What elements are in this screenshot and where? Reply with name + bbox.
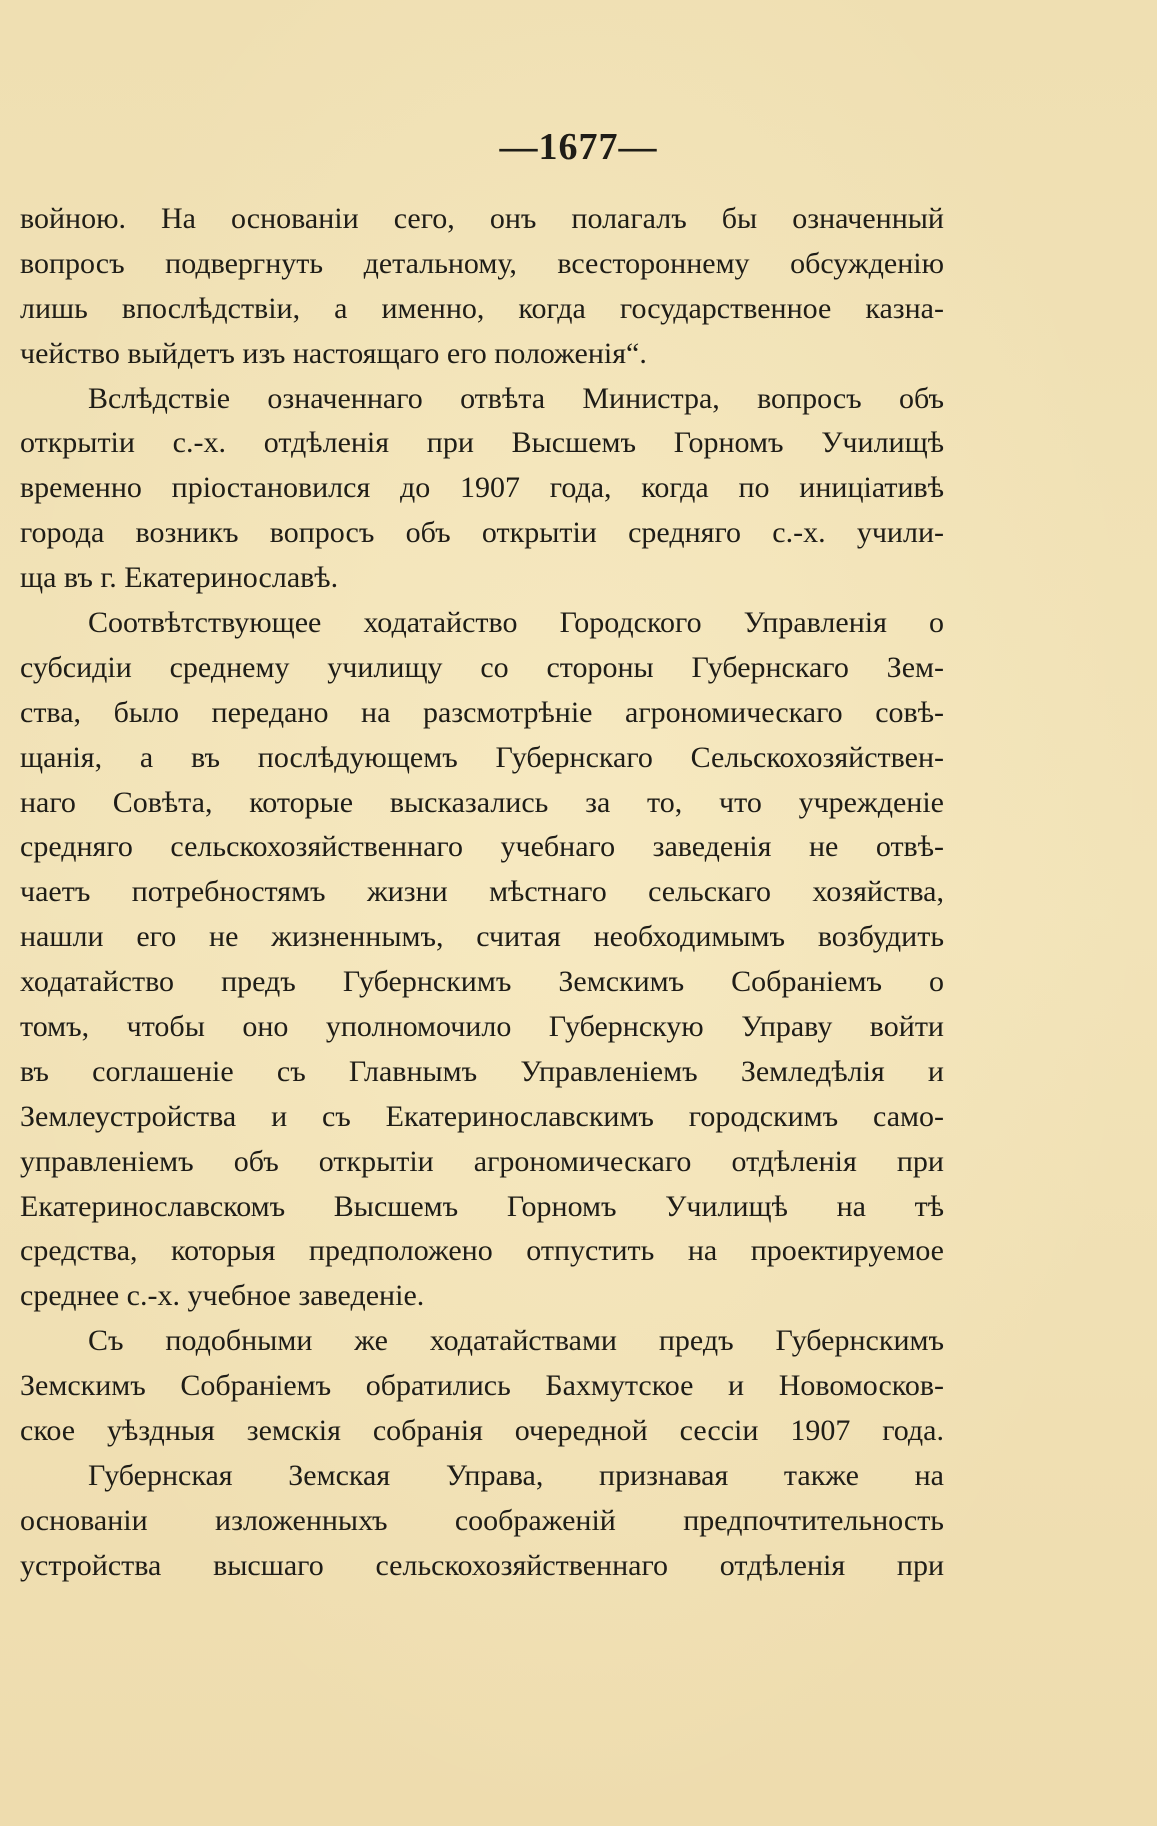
text-line: управленіемъ объ открытіи агрономическаго отдѣленія при [20,1144,944,1178]
text-line: въ соглашеніе съ Главнымъ Управленіемъ Земледѣлія и [20,1054,944,1088]
text-line: щанія, а въ послѣдующемъ Губернскаго Сельскохозяйствен- [20,740,944,774]
text-line: субсидіи среднему училищу со стороны Губернскаго Зем- [20,650,944,684]
text-line: чейство выйдетъ изъ настоящаго его положенія“. [20,336,647,370]
text-line: ща въ г. Екатеринославѣ. [20,561,339,595]
body-text [20,197,944,1589]
text-line: открытіи с.-х. отдѣленія при Высшемъ Горномъ Училищѣ [20,426,944,460]
text-line: ское уѣздныя земскія собранія очередной сессіи 1907 года. [20,1414,944,1448]
text-line: среднее с.-х. учебное заведеніе. [20,1279,425,1313]
text-line: томъ, чтобы оно уполномочило Губернскую Управу войти [20,1010,944,1044]
text-line: временно пріостановился до 1907 года, когда по иниціативѣ [20,471,944,505]
text-line: чаетъ потребностямъ жизни мѣстнаго сельскаго хозяйства, [20,875,944,909]
text-line: средняго сельскохозяйственнаго учебнаго заведенія не отвѣ- [20,830,944,864]
text-line: города возникъ вопросъ объ открытіи средняго с.-х. учили- [20,516,944,550]
text-line: нашли его не жизненнымъ, считая необходимымъ возбудить [20,920,944,954]
page-number: —1677— [499,126,658,168]
text-line: основаніи изложенныхъ соображеній предпочтительность [20,1503,944,1537]
text-line: Землеустройства и съ Екатеринославскимъ городскимъ само- [20,1099,944,1133]
text-line: устройства высшаго сельскохозяйственнаго отдѣленія при [20,1548,944,1582]
text-line: вопросъ подвергнуть детальному, всестороннему обсужденію [20,246,944,280]
text-line: Соотвѣтствующее ходатайство Городского Управленія о [88,606,944,640]
text-line: ства, было передано на разсмотрѣніе агрономическаго совѣ- [20,695,944,729]
text-line: наго Совѣта, которые высказались за то, что учрежденіе [20,785,944,819]
text-line: Вслѣдствіе означеннаго отвѣта Министра, вопросъ объ [88,381,944,415]
text-line: Земскимъ Собраніемъ обратились Бахмутское и Новомосков- [20,1369,944,1403]
text-line: Губернская Земская Управа, признавая также на [88,1458,944,1492]
text-line: Съ подобными же ходатайствами предъ Губернскимъ [88,1324,944,1358]
text-line: средства, которыя предположено отпустить на проектируемое [20,1234,944,1268]
text-line: лишь впослѣдствіи, а именно, когда государственное казна- [20,291,944,325]
text-line: ходатайство предъ Губернскимъ Земскимъ Собраніемъ о [20,965,944,999]
text-line: Екатеринославскомъ Высшемъ Горномъ Училищѣ на тѣ [20,1189,944,1223]
text-line: войною. На основаніи сего, онъ полагалъ бы означенный [20,202,944,235]
